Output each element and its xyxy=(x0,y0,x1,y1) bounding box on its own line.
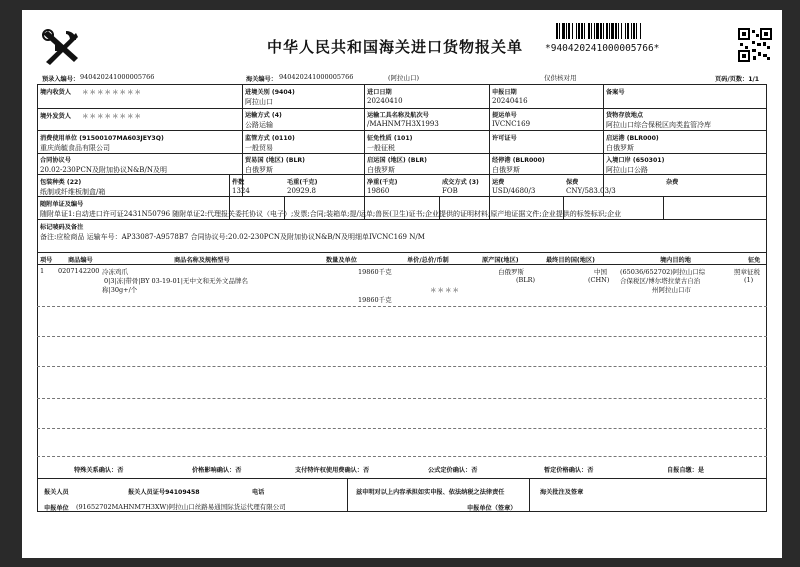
declarant-cert: 报关人员证号94109458 xyxy=(128,489,200,496)
insurance-value: CNY/583.03/3 xyxy=(566,187,616,195)
seal-label: 申报单位（签章） xyxy=(467,505,517,512)
provisional-price-confirm: 暂定价格确认：否 xyxy=(544,467,594,474)
deal-mode-label: 成交方式 (3) xyxy=(442,179,479,186)
via-port-label: 经停港 (BLR000) xyxy=(492,157,545,164)
pieces-label: 件数 xyxy=(232,179,245,186)
pieces-value: 1324 xyxy=(232,187,250,195)
barcode-bar xyxy=(641,23,643,39)
page-indicator: 页码/页数：1/1 xyxy=(715,76,760,83)
goods-qty1: 19860千克 xyxy=(358,268,392,276)
consignee-label: 境内收货人 xyxy=(40,89,71,96)
declaration-form xyxy=(22,10,782,558)
phone-label: 电话 xyxy=(252,489,265,496)
goods-domestic3: 州阿拉山口市 xyxy=(652,286,691,294)
trade-country-label: 贸易国 (地区) (BLR) xyxy=(245,157,305,164)
price-impact-confirm: 价格影响确认：否 xyxy=(192,467,242,474)
goods-seq: 1 xyxy=(40,267,45,275)
goods-origin2: (BLR) xyxy=(516,276,536,284)
col-qty-unit: 数量及单位 xyxy=(326,257,357,264)
net-weight-value: 19860 xyxy=(367,187,390,195)
departure-port-value: 白俄罗斯 xyxy=(606,144,634,152)
bill-no-label: 提运单号 xyxy=(492,112,517,119)
shipper-label: 境外发货人 xyxy=(40,113,71,120)
gross-weight-label: 毛重(千克) xyxy=(287,179,318,186)
contract-label: 合同协议号 xyxy=(40,157,71,164)
storage-value: 阿拉山口综合保税区肉类监管冷库 xyxy=(606,121,711,129)
goods-name-line1: 冷冻鸡爪 xyxy=(102,268,128,276)
shipper-value: ＊＊＊＊＊＊＊＊ xyxy=(82,112,142,120)
license-label: 许可证号 xyxy=(492,135,517,142)
goods-code: 0207142200 xyxy=(58,267,100,275)
supervision-label: 监管方式 (0110) xyxy=(245,135,295,142)
import-date-value: 20240410 xyxy=(367,97,403,105)
contract-value: 20.02-230PCN及附加协议N&B/N及明 xyxy=(40,166,167,174)
import-date-label: 进口日期 xyxy=(367,89,392,96)
freight-value: USD/4680/3 xyxy=(492,187,536,195)
misc-fee-label: 杂费 xyxy=(666,179,679,186)
transport-mode-label: 运输方式 (4) xyxy=(245,112,282,119)
form-frame xyxy=(37,84,767,512)
goods-price: ＊＊＊＊ xyxy=(430,286,460,294)
via-port-value: 白俄罗斯 xyxy=(492,166,520,174)
declare-date-label: 申报日期 xyxy=(492,89,517,96)
preentry-value: 940420241000005766 xyxy=(80,73,155,81)
col-dest-country: 最终目的国(地区) xyxy=(546,257,595,264)
col-domestic-dest: 境内目的地 xyxy=(660,257,691,264)
goods-levy2: (1) xyxy=(744,276,754,284)
conveyance-label: 运输工具名称及航次号 xyxy=(367,112,429,119)
goods-origin1: 白俄罗斯 xyxy=(498,268,524,276)
marks-label: 标记唛码及备注 xyxy=(40,224,84,231)
qr-code xyxy=(738,28,772,62)
customs-no-value: 940420241000005766 xyxy=(279,73,354,81)
origin-country-label: 启运国 (地区) (BLR) xyxy=(367,157,427,164)
consignee-value: ＊＊＊＊＊＊＊＊ xyxy=(82,88,142,96)
col-name-spec: 商品名称及规格型号 xyxy=(174,257,230,264)
deal-mode-value: FOB xyxy=(442,187,458,195)
conveyance-value: /MAHNM7H3X1993 xyxy=(367,120,439,128)
origin-country-value: 白俄罗斯 xyxy=(367,166,395,174)
freight-label: 运费 xyxy=(492,179,505,186)
package-label: 包装种类 (22) xyxy=(40,179,82,186)
goods-levy1: 照章征税 xyxy=(734,268,760,276)
barcode xyxy=(556,23,643,39)
supervision-value: 一般贸易 xyxy=(245,144,273,152)
net-weight-label: 净重(千克) xyxy=(367,179,398,186)
package-value: 纸制或纤维板制盒/箱 xyxy=(40,188,106,196)
docs-value: 随附单证1:自动进口许可证2431N50796 随附单证2:代理报关委托协议（电子）;发票;合同;装箱单;提/运单;兽医(卫生)证书;企业提供的证明材料;原产地证据文件;企业提供的标签标识;企业 xyxy=(40,210,622,218)
barcode-number: *940420241000005766* xyxy=(545,43,660,54)
customs-note-label: 海关批注及签章 xyxy=(540,489,584,496)
royalty-confirm: 支付特许权使用费确认：否 xyxy=(295,467,370,474)
trade-country-value: 白俄罗斯 xyxy=(245,166,273,174)
gross-weight-value: 20929.8 xyxy=(287,187,316,195)
goods-dest1: 中国 xyxy=(594,268,607,276)
insurance-label: 保费 xyxy=(566,179,579,186)
goods-domestic1: (65036/652702)阿拉山口综 xyxy=(620,268,706,276)
entry-port-value: 阿拉山口公路 xyxy=(606,166,648,174)
unit-label: 申报单位 xyxy=(44,505,69,512)
port-note: (阿拉山口) xyxy=(388,74,420,82)
storage-label: 货物存放地点 xyxy=(606,112,644,119)
departure-port-label: 启运港 (BLR000) xyxy=(606,135,659,142)
entry-port-label: 入境口岸 (650301) xyxy=(606,157,665,164)
special-relation-confirm: 特殊关系确认：否 xyxy=(74,467,124,474)
record-no-label: 备案号 xyxy=(606,89,625,96)
customs-no-label: 海关编号： xyxy=(246,76,277,83)
entry-office-label: 进境关别 (9404) xyxy=(245,89,295,96)
customs-emblem-icon xyxy=(40,28,82,68)
declare-date-value: 20240416 xyxy=(492,97,528,105)
goods-name-line3: 称|30g+/个 xyxy=(102,286,138,294)
declarant-label: 报关人员 xyxy=(44,489,69,496)
goods-domestic2: 合保税区/博尔塔拉蒙古自治 xyxy=(620,277,701,285)
col-origin: 原产国(地区) xyxy=(482,257,519,264)
verify-note: 仅供核对用 xyxy=(544,74,577,82)
goods-name-line2: 0|3|冻|带骨|BY 03-19-01|无中文和无外文品牌名 xyxy=(104,277,248,285)
form-title: 中华人民共和国海关进口货物报关单 xyxy=(267,38,524,56)
marks-value: 备注:应检商品 运输车号：AP33087-A9578B7 合同协议号:20.02-230PCN及附加协议N&B/N及明细单IVCNC169 N/M xyxy=(40,233,425,241)
unit-value: (91652702MAHNM7H3XW)阿拉山口丝路易通国际货运代理有限公司 xyxy=(76,503,286,511)
legal-statement: 兹申明对以上内容承担如实申报、依法纳税之法律责任 xyxy=(356,489,505,496)
transport-mode-value: 公路运输 xyxy=(245,121,273,129)
docs-label: 随附单证及编号 xyxy=(40,201,84,208)
consumer-value: 重庆尚毓食品有限公司 xyxy=(40,144,110,152)
formula-price-confirm: 公式定价确认：否 xyxy=(428,467,478,474)
levy-nature-value: 一般征税 xyxy=(367,144,395,152)
col-levy: 征免 xyxy=(748,257,761,264)
levy-nature-label: 征免性质 (101) xyxy=(367,135,413,142)
consumer-label: 消费使用单位 (91500107MA603JEY3Q) xyxy=(40,135,164,142)
col-seq: 项号 xyxy=(40,257,53,264)
col-code: 商品编号 xyxy=(68,257,93,264)
goods-dest2: (CHN) xyxy=(588,276,610,284)
entry-office-value: 阿拉山口 xyxy=(245,98,273,106)
self-report-confirm: 自报自缴：是 xyxy=(667,467,705,474)
bill-no-value: IVCNC169 xyxy=(492,120,531,128)
col-price: 单价/总价/币制 xyxy=(407,257,449,264)
goods-qty2: 19860千克 xyxy=(358,296,392,304)
preentry-label: 预录入编号： xyxy=(42,76,80,83)
